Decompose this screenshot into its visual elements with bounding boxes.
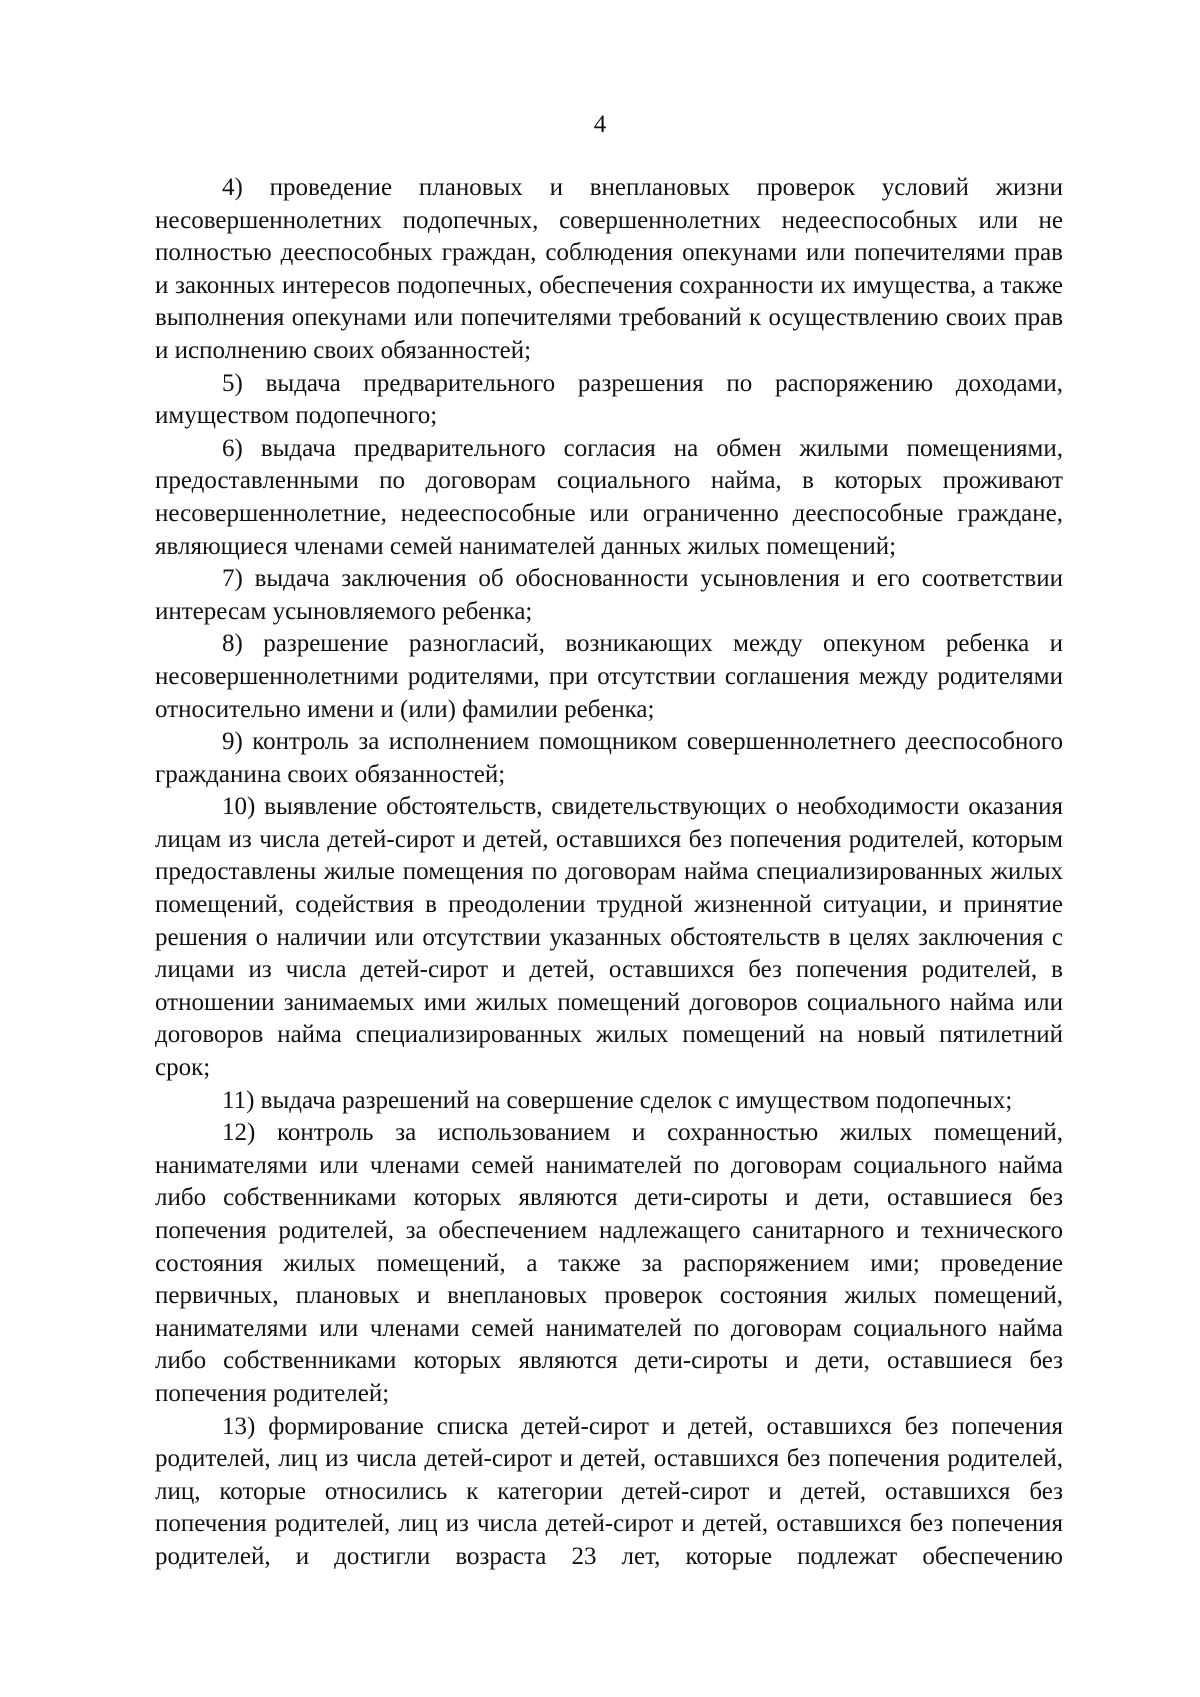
list-item-9: 9) контроль за исполнением помощником совершеннолетнего дееспособного гражданина своих обязанностей; — [155, 728, 1063, 788]
list-item-10: 10) выявление обстоятельств, свидетельствующих о необходимости оказания лицам из числа детей-сирот и детей, оставшихся без попечения родителей, которым предоставлены жилые помещения по договорам найма специализированных жилых помещений, содействия в преодолении трудной жизненной ситуации, и принятие решения о наличии или отсутствии указанных обстоятельств в целях заключения с лицами из числа детей-сирот и детей, оставшихся без попечения родителей, в отношении занимаемых ими жилых помещений договоров социального найма или договоров найма специализированных жилых помещений на новый пятилетний срок; — [155, 793, 1063, 1082]
list-item-5: 5) выдача предварительного разрешения по распоряжению доходами, имуществом подопечного; — [155, 369, 1063, 430]
list-item-13: 13) формирование списка детей-сирот и детей, оставшихся без попечения родителей, лиц из числа детей-сирот и детей, оставшихся без попечения родителей, лиц, которые относились к категории детей-сирот и детей, оставшихся без попечения родителей, лиц из числа детей-сирот и детей, оставшихся без попечения родителей, и достигли возраста 23 лет, которые подлежат обеспечению — [155, 1412, 1063, 1570]
list-item-7: 7) выдача заключения об обоснованности усыновления и его соответствии интересам усыновляемого ребенка; — [155, 565, 1063, 625]
document-body — [155, 172, 1063, 1574]
list-item-6: 6) выдача предварительного согласия на обмен жилыми помещениями, предоставленными по договорам социального найма, в которых проживают несовершеннолетние, недееспособные или ограниченно дееспособные граждане, являющиеся членами семей нанимателей данных жилых помещений; — [155, 434, 1063, 560]
list-item-12: 12) контроль за использованием и сохранностью жилых помещений, нанимателями или членами семей нанимателей по договорам социального найма либо собственниками которых являются дети-сироты и дети, оставшиеся без попечения родителей, за обеспечением надлежащего санитарного и технического состояния жилых помещений, а также за распоряжением ими; проведение первичных, плановых и внеплановых проверок состояния жилых помещений, нанимателями или членами семей нанимателей по договорам социального найма либо собственниками которых являются дети-сироты и дети, оставшиеся без попечения родителей; — [155, 1119, 1063, 1407]
list-item-8: 8) разрешение разногласий, возникающих между опекуном ребенка и несовершеннолетними родителями, при отсутствии соглашения между родителями относительно имени и (или) фамилии ребенка; — [155, 630, 1063, 723]
list-item-4: 4) проведение плановых и внеплановых проверок условий жизни несовершеннолетних подопечных, совершеннолетних недееспособных или не полностью дееспособных граждан, соблюдения опекунами или попечителями прав и законных интересов подопечных, обеспечения сохранности их имущества, а также выполнения опекунами или попечителями требований к осуществлению своих прав и исполнению своих обязанностей; — [155, 174, 1063, 364]
page-number: 4 — [593, 111, 607, 138]
list-item-11: 11) выдача разрешений на совершение сделок с имуществом подопечных; — [222, 1086, 1013, 1114]
